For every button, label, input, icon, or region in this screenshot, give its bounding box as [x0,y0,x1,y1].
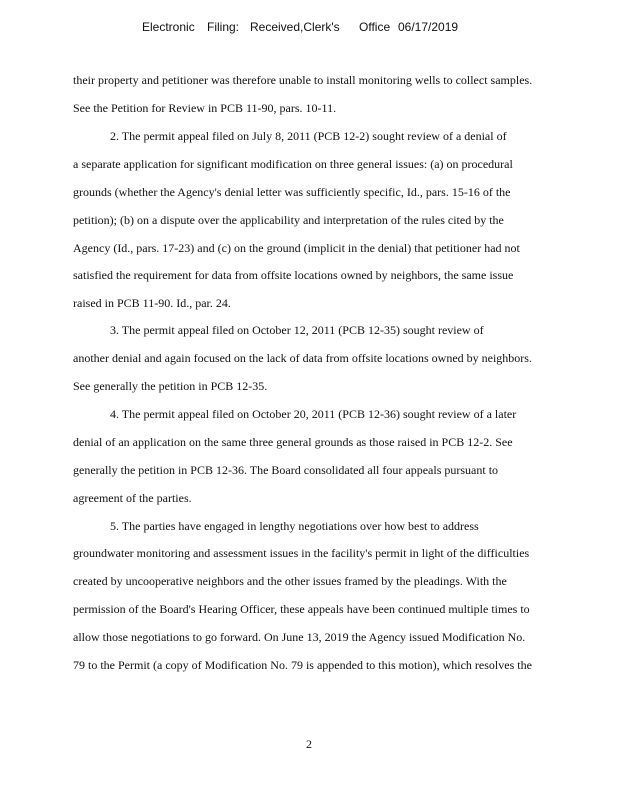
paragraph-2-start: 2. The permit appeal filed on July 8, 2011 (PCB 12-2) sought review of a denial of [110,129,507,143]
text-line: raised in PCB 11-90. Id., par. 24. [73,296,231,310]
text-line: groundwater monitoring and assessment issues in the facility's permit in light of the difficulties [73,546,530,560]
paragraph-5-start: 5. The parties have engaged in lengthy negotiations over how best to address [110,519,479,533]
text-line: petition); (b) on a dispute over the applicability and interpretation of the rules cited by the [73,213,504,227]
text-line: 79 to the Permit (a copy of Modification No. 79 is appended to this motion), which resolves the [73,658,532,672]
text-line: generally the petition in PCB 12-36. The Board consolidated all four appeals pursuant to [73,463,499,477]
text-line: See the Petition for Review in PCB 11-90, pars. 10-11. [73,101,337,115]
text-line: allow those negotiations to go forward. On June 13, 2019 the Agency issued Modification No. [73,630,526,644]
text-line: a separate application for significant modification on three general issues: (a) on procedural [73,157,513,171]
header-filing: Filing: [207,20,240,34]
text-line: Agency (Id., pars. 17-23) and (c) on the ground (implicit in the denial) that petitioner had not [73,241,520,255]
text-line: satisfied the requirement for data from offsite locations owned by neighbors, the same issue [73,268,514,282]
text-line: agreement of the parties. [73,491,192,505]
text-line: created by uncooperative neighbors and the other issues framed by the pleadings. With the [73,574,507,588]
text-line: permission of the Board's Hearing Officer, these appeals have been continued multiple times to [73,602,530,616]
header-received: Received,Clerk's [250,20,340,34]
header-electronic: Electronic [142,20,195,34]
text-line: grounds (whether the Agency's denial letter was sufficiently specific, Id., pars. 15-16 of the [73,185,511,199]
text-line: their property and petitioner was therefore unable to install monitoring wells to collect samples. [73,73,533,87]
text-line: denial of an application on the same three general grounds as those raised in PCB 12-2. See [73,435,513,449]
page-number: 2 [306,737,312,751]
text-line: another denial and again focused on the lack of data from offsite locations owned by neighbors. [73,351,532,365]
paragraph-4-start: 4. The permit appeal filed on October 20, 2011 (PCB 12-36) sought review of a later [110,407,517,421]
paragraph-3-start: 3. The permit appeal filed on October 12, 2011 (PCB 12-35) sought review of [110,323,484,337]
text-line: See generally the petition in PCB 12-35. [73,379,268,393]
header-date: 06/17/2019 [398,20,459,34]
header-office: Office [359,20,391,34]
